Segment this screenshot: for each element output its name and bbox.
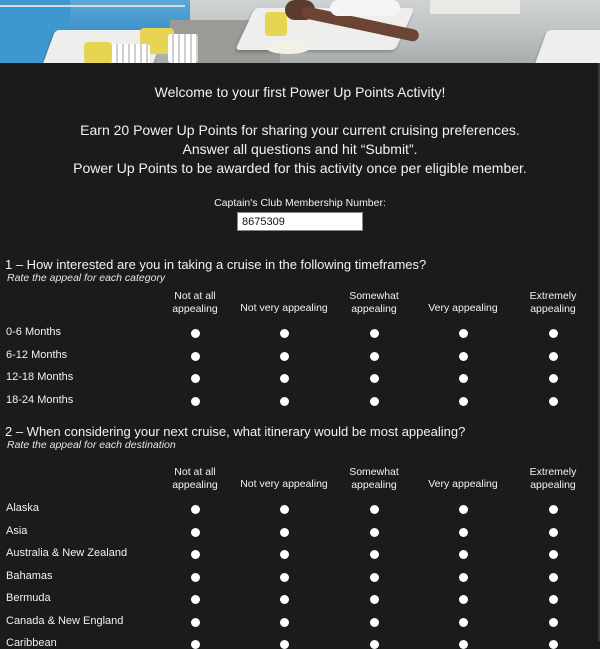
scale-header-1: Not at all appealing — [172, 290, 218, 315]
rating-radio-4[interactable] — [459, 528, 468, 537]
rating-radio-2[interactable] — [280, 528, 289, 537]
rating-radio-1[interactable] — [191, 329, 200, 338]
cushion-shape — [168, 34, 198, 63]
rating-radio-3[interactable] — [370, 618, 379, 627]
rating-radio-2[interactable] — [280, 374, 289, 383]
row-label: 0-6 Months — [6, 326, 62, 338]
rail-shape — [430, 0, 520, 14]
rating-radio-3[interactable] — [370, 573, 379, 582]
rating-radio-4[interactable] — [459, 352, 468, 361]
rating-radio-2[interactable] — [280, 329, 289, 338]
rating-radio-1[interactable] — [191, 595, 200, 604]
rating-radio-1[interactable] — [191, 528, 200, 537]
rating-radio-5[interactable] — [549, 352, 558, 361]
rating-radio-3[interactable] — [370, 352, 379, 361]
rating-radio-5[interactable] — [549, 505, 558, 514]
rating-radio-4[interactable] — [459, 618, 468, 627]
rating-radio-3[interactable] — [370, 550, 379, 559]
rating-radio-2[interactable] — [280, 640, 289, 649]
rating-radio-4[interactable] — [459, 595, 468, 604]
rating-radio-2[interactable] — [280, 352, 289, 361]
rating-radio-5[interactable] — [549, 397, 558, 406]
rating-radio-2[interactable] — [280, 397, 289, 406]
rating-radio-4[interactable] — [459, 374, 468, 383]
intro-line-2: Answer all questions and hit “Submit”. — [182, 141, 418, 157]
intro-line-1: Earn 20 Power Up Points for sharing your current cruising preferences. — [80, 122, 520, 138]
question-1-subtitle: Rate the appeal for each category — [7, 272, 166, 284]
rating-radio-2[interactable] — [280, 595, 289, 604]
rating-radio-2[interactable] — [280, 618, 289, 627]
rating-radio-3[interactable] — [370, 595, 379, 604]
cushion-shape — [265, 12, 287, 36]
row-label: 12-18 Months — [6, 371, 74, 383]
rating-radio-1[interactable] — [191, 397, 200, 406]
rating-radio-3[interactable] — [370, 640, 379, 649]
lounger-shape — [533, 30, 600, 63]
person-shape — [330, 0, 400, 16]
rating-radio-2[interactable] — [280, 550, 289, 559]
question-2-title: 2 – When considering your next cruise, what itinerary would be most appealing? — [5, 424, 466, 439]
scale-header-5: Extremely appealing — [529, 466, 577, 491]
rating-radio-5[interactable] — [549, 640, 558, 649]
row-label: Caribbean — [6, 637, 57, 649]
row-label: Alaska — [6, 502, 40, 514]
membership-label: Captain's Club Membership Number: — [214, 197, 386, 209]
row-label: 6-12 Months — [6, 348, 68, 361]
scale-header-5: Extremely appealing — [529, 290, 577, 315]
row-label: Bahamas — [6, 569, 53, 582]
welcome-heading: Welcome to your first Power Up Points Activity! — [154, 84, 446, 100]
rating-radio-5[interactable] — [549, 374, 558, 383]
rating-radio-4[interactable] — [459, 550, 468, 559]
rail-shape — [0, 5, 185, 7]
side-table-shape — [265, 40, 311, 54]
rating-radio-3[interactable] — [370, 374, 379, 383]
rating-radio-4[interactable] — [459, 640, 468, 649]
rating-radio-3[interactable] — [370, 397, 379, 406]
scale-header-2: Not very appealing — [240, 478, 328, 490]
row-label: Canada & New England — [6, 614, 124, 627]
scale-header-2: Not very appealing — [240, 302, 328, 314]
rating-radio-5[interactable] — [549, 329, 558, 338]
rating-radio-4[interactable] — [459, 573, 468, 582]
rating-radio-1[interactable] — [191, 505, 200, 514]
rating-radio-2[interactable] — [280, 505, 289, 514]
scale-header-4: Very appealing — [428, 302, 498, 314]
rating-radio-5[interactable] — [549, 595, 558, 604]
rating-radio-4[interactable] — [459, 329, 468, 338]
scale-header-1: Not at all appealing — [172, 466, 218, 491]
rating-radio-4[interactable] — [459, 397, 468, 406]
row-label: Australia & New Zealand — [6, 547, 128, 559]
cushion-shape — [112, 44, 150, 63]
cushion-shape — [84, 42, 112, 63]
membership-number-input[interactable] — [237, 212, 363, 231]
scale-header-3: Somewhat appealing — [349, 466, 399, 491]
rating-radio-4[interactable] — [459, 505, 468, 514]
rating-radio-1[interactable] — [191, 573, 200, 582]
rating-radio-1[interactable] — [191, 550, 200, 559]
scale-header-4: Very appealing — [428, 478, 498, 490]
rating-radio-1[interactable] — [191, 352, 200, 361]
rating-radio-3[interactable] — [370, 505, 379, 514]
row-label: Asia — [6, 524, 28, 537]
row-label: Bermuda — [6, 592, 51, 604]
rating-radio-5[interactable] — [549, 573, 558, 582]
scale-header-3: Somewhat appealing — [349, 290, 399, 315]
hero-photo — [0, 0, 600, 63]
rating-radio-5[interactable] — [549, 618, 558, 627]
rating-radio-1[interactable] — [191, 374, 200, 383]
intro-line-3: Power Up Points to be awarded for this activity once per eligible member. — [73, 160, 527, 176]
question-2-subtitle: Rate the appeal for each destination — [7, 439, 176, 451]
rating-radio-5[interactable] — [549, 550, 558, 559]
rating-radio-3[interactable] — [370, 528, 379, 537]
rating-radio-2[interactable] — [280, 573, 289, 582]
rating-radio-5[interactable] — [549, 528, 558, 537]
row-label: 18-24 Months — [6, 393, 74, 406]
rating-radio-1[interactable] — [191, 618, 200, 627]
rating-radio-3[interactable] — [370, 329, 379, 338]
question-1-title: 1 – How interested are you in taking a cruise in the following timeframes? — [5, 257, 427, 272]
rating-radio-1[interactable] — [191, 640, 200, 649]
